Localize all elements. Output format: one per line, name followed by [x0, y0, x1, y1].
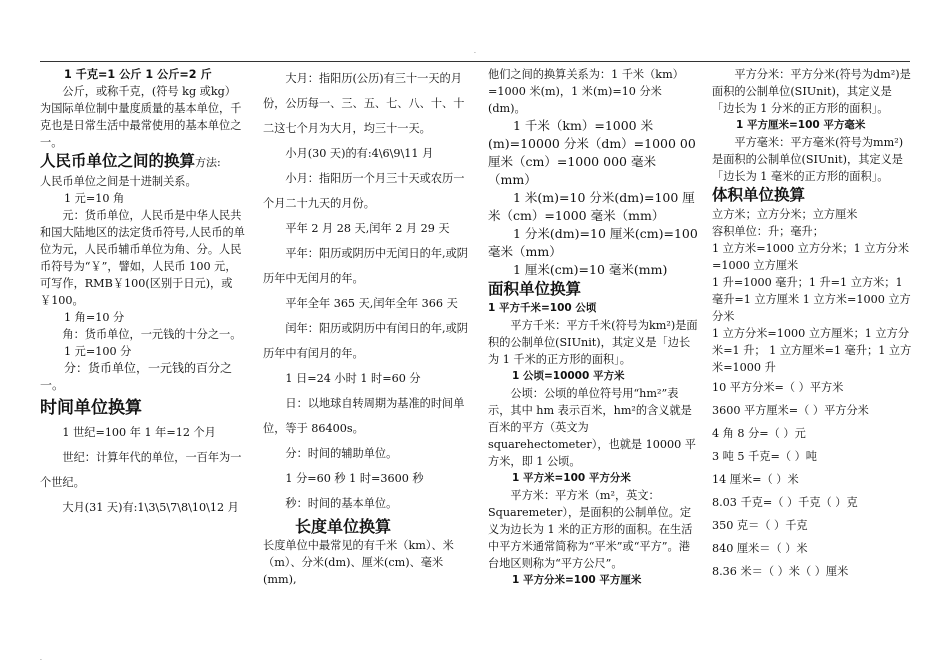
- exercise-6: 8.03 千克=（ ）千克（ ）克: [712, 496, 858, 509]
- feb-days: 平年 2 月 28 天,闰年 2 月 29 天: [285, 222, 450, 235]
- rmb-intro: 人民币单位之间是十进制关系。: [40, 175, 197, 188]
- leap-year-desc: 闰年：阳历或阴历中有闰日的年,或阴历年中有闰月的年。: [263, 322, 468, 360]
- day-hour: 1 日=24 小时 1 时=60 分: [285, 372, 421, 385]
- ha-sqm: 1 公顷=10000 平方米: [512, 370, 625, 382]
- rmb-heading-text: 人民币单位之间的换算: [40, 152, 196, 170]
- rmb-heading-suffix: 方法:: [195, 156, 221, 169]
- fen-desc: 分：货币单位，一元钱的百分之一。: [40, 361, 233, 392]
- yuan-jiao: 1 元=10 角: [64, 192, 125, 205]
- century-desc: 世纪：计算年代的单位，一百年为一个世纪。: [40, 451, 242, 489]
- length-intro: 长度单位中最常见的有千米（km）、米（m）、分米(dm)、厘米(cm)、毫米(mm),: [263, 539, 454, 586]
- capacity-units: 容积单位：升；毫升；: [712, 225, 824, 238]
- jiao-fen: 1 角=10 分: [64, 311, 125, 324]
- length-heading: 长度单位换算: [295, 517, 392, 536]
- mass-desc: 公斤，或称千克，(符号 kg 或kg）为国际单位制中量度质量的基本单位，千克也是日常生活中最常使用的基本单位之一。: [40, 85, 242, 149]
- column-4: [712, 66, 912, 583]
- page-mark-top: .: [474, 48, 476, 55]
- exercise-1: 10 平方分米=（ ）平方米: [712, 381, 844, 394]
- sqm-desc: 平方米：平方米（m²，英文：Squaremeter），是面积的公制单位。定义为边长为 1 米的正方形的面积。在生活中平方米通常简称为“平米”或“平方”。港台地区则称为“平方公尺”。: [488, 489, 693, 570]
- minute-desc: 分：时间的辅助单位。: [285, 447, 398, 460]
- jiao-desc: 角：货币单位，一元钱的十分之一。: [62, 328, 242, 341]
- exercise-7: 350 克＝（ ）千克: [712, 519, 808, 532]
- l-ml: 1 升=1000 毫升；1 升=1 立方米；1 毫升=1 立方厘米 1 立方米=1000 立方分米: [712, 276, 911, 323]
- column-3: [488, 66, 698, 589]
- small-month: 小月(30 天)的有:4\6\9\11 月: [285, 147, 434, 160]
- column-1: [40, 66, 246, 520]
- common-year-desc: 平年：阳历或阴历中无闰日的年,或阴历年中无闰月的年。: [263, 247, 468, 285]
- mass-title: 1 千克=1 公斤 1 公斤=2 斤: [64, 68, 212, 81]
- km-m: 1 千米（km）=1000 米: [513, 118, 654, 133]
- sqdm-sqcm: 1 平方分米=100 平方厘米: [512, 574, 642, 586]
- cm-mm: 1 厘米(cm)=10 毫米(mm): [513, 262, 668, 277]
- rmb-heading: [40, 151, 246, 173]
- exercise-5: 14 厘米=（ ）米: [712, 473, 799, 486]
- ha-desc: 公顷：公顷的单位符号用“hm²”表示，其中 hm 表示百米，hm²的含义就是百米的平方（英文为 squarehectometer），也就是 10000 平方米，即 1 公顷。: [488, 387, 696, 468]
- century: 1 世纪=100 年 1 年=12 个月: [62, 426, 216, 439]
- m-dm: 1 米(m)=10 分米(dm)=100 厘米（cm）=1000 毫米（mm）: [488, 190, 695, 223]
- year-days: 平年全年 365 天,闰年全年 366 天: [285, 297, 458, 310]
- exercise-3: 4 角 8 分=（ ）元: [712, 427, 806, 440]
- m3-l: 1 立方分米=1000 立方厘米；1 立方分米=1 升； 1 立方厘米=1 毫升；1 立方米=1000 升: [712, 327, 912, 374]
- sqmm-desc: 平方毫米：平方毫米(符号为mm²)是面积的公制单位(SIUnit)，其定义是「边长为 1 毫米的正方形的面积」。: [712, 136, 904, 183]
- length-cont: 他们之间的换算关系为：1 千米（km）=1000 米(m)，1 米(m)=10 分米(dm)。: [488, 68, 684, 115]
- second-desc: 秒：时间的基本单位。: [285, 497, 398, 510]
- exercise-8: 840 厘米＝（ ）米: [712, 542, 808, 555]
- small-month-desc: 小月：指阳历一个月三十天或农历一个月二十九天的月份。: [263, 172, 465, 210]
- sqdm-desc: 平方分米：平方分米(符号为dm²)是面积的公制单位(SIUnit)，其定义是「边长为 1 分米的正方形的面积」。: [712, 68, 911, 115]
- area-heading: 面积单位换算: [488, 280, 582, 298]
- sqcm-sqmm: 1 平方厘米=100 平方毫米: [736, 119, 866, 131]
- time-heading: 时间单位换算: [40, 398, 142, 418]
- min-sec: 1 分=60 秒 1 时=3600 秒: [285, 472, 424, 485]
- column-2: [263, 66, 475, 588]
- exercise-4: 3 吨 5 千克=（ ）吨: [712, 450, 817, 463]
- big-month: 大月(31 天)有:1\3\5\7\8\10\12 月: [62, 501, 239, 514]
- yuan-fen: 1 元=100 分: [64, 345, 132, 358]
- day-desc: 日：以地球自转周期为基准的时间单位，等于 86400s。: [263, 397, 465, 435]
- volume-units: 立方米；立方分米；立方厘米: [712, 208, 858, 221]
- exercise-2: 3600 平方厘米=（ ）平方分米: [712, 404, 869, 417]
- exercise-9: 8.36 米＝（ ）米（ ）厘米: [712, 565, 849, 578]
- m3-dm3: 1 立方米=1000 立方分米；1 立方分米=1000 立方厘米: [712, 242, 910, 272]
- big-month-desc: 大月：指阳历(公历)有三十一天的月份，公历每一、三、五、七、八、十、十二这七个月为大月，均三十一天。: [263, 72, 465, 135]
- sqkm-desc: 平方千米：平方千米(符号为km²)是面积的公制单位(SIUnit)，其定义是「边长为 1 千米的正方形的面积」。: [488, 319, 698, 366]
- m-dm-cm-mm: (m)=10000 分米（dm）=1000 00 厘米（cm）=1000 000 毫米（mm）: [488, 136, 696, 187]
- yuan-desc: 元：货币单位，人民币是中华人民共和国大陆地区的法定货币符号,人民币的单位为元，人民币辅币单位为角、分。人民币符号为“￥”，譬如，人民币 100 元，可写作，RMB￥100(区别于日元)，或￥100。: [40, 209, 245, 307]
- sqkm-ha: 1 平方千米=100 公顷: [488, 302, 597, 314]
- sqm-sqdm: 1 平方米=100 平方分米: [512, 472, 631, 484]
- page-mark-bottom: .: [40, 655, 42, 662]
- dm-cm: 1 分米(dm)=10 厘米(cm)=100 毫米（mm）: [488, 226, 698, 259]
- volume-heading: 体积单位换算: [712, 186, 806, 204]
- header-rule: [40, 61, 910, 62]
